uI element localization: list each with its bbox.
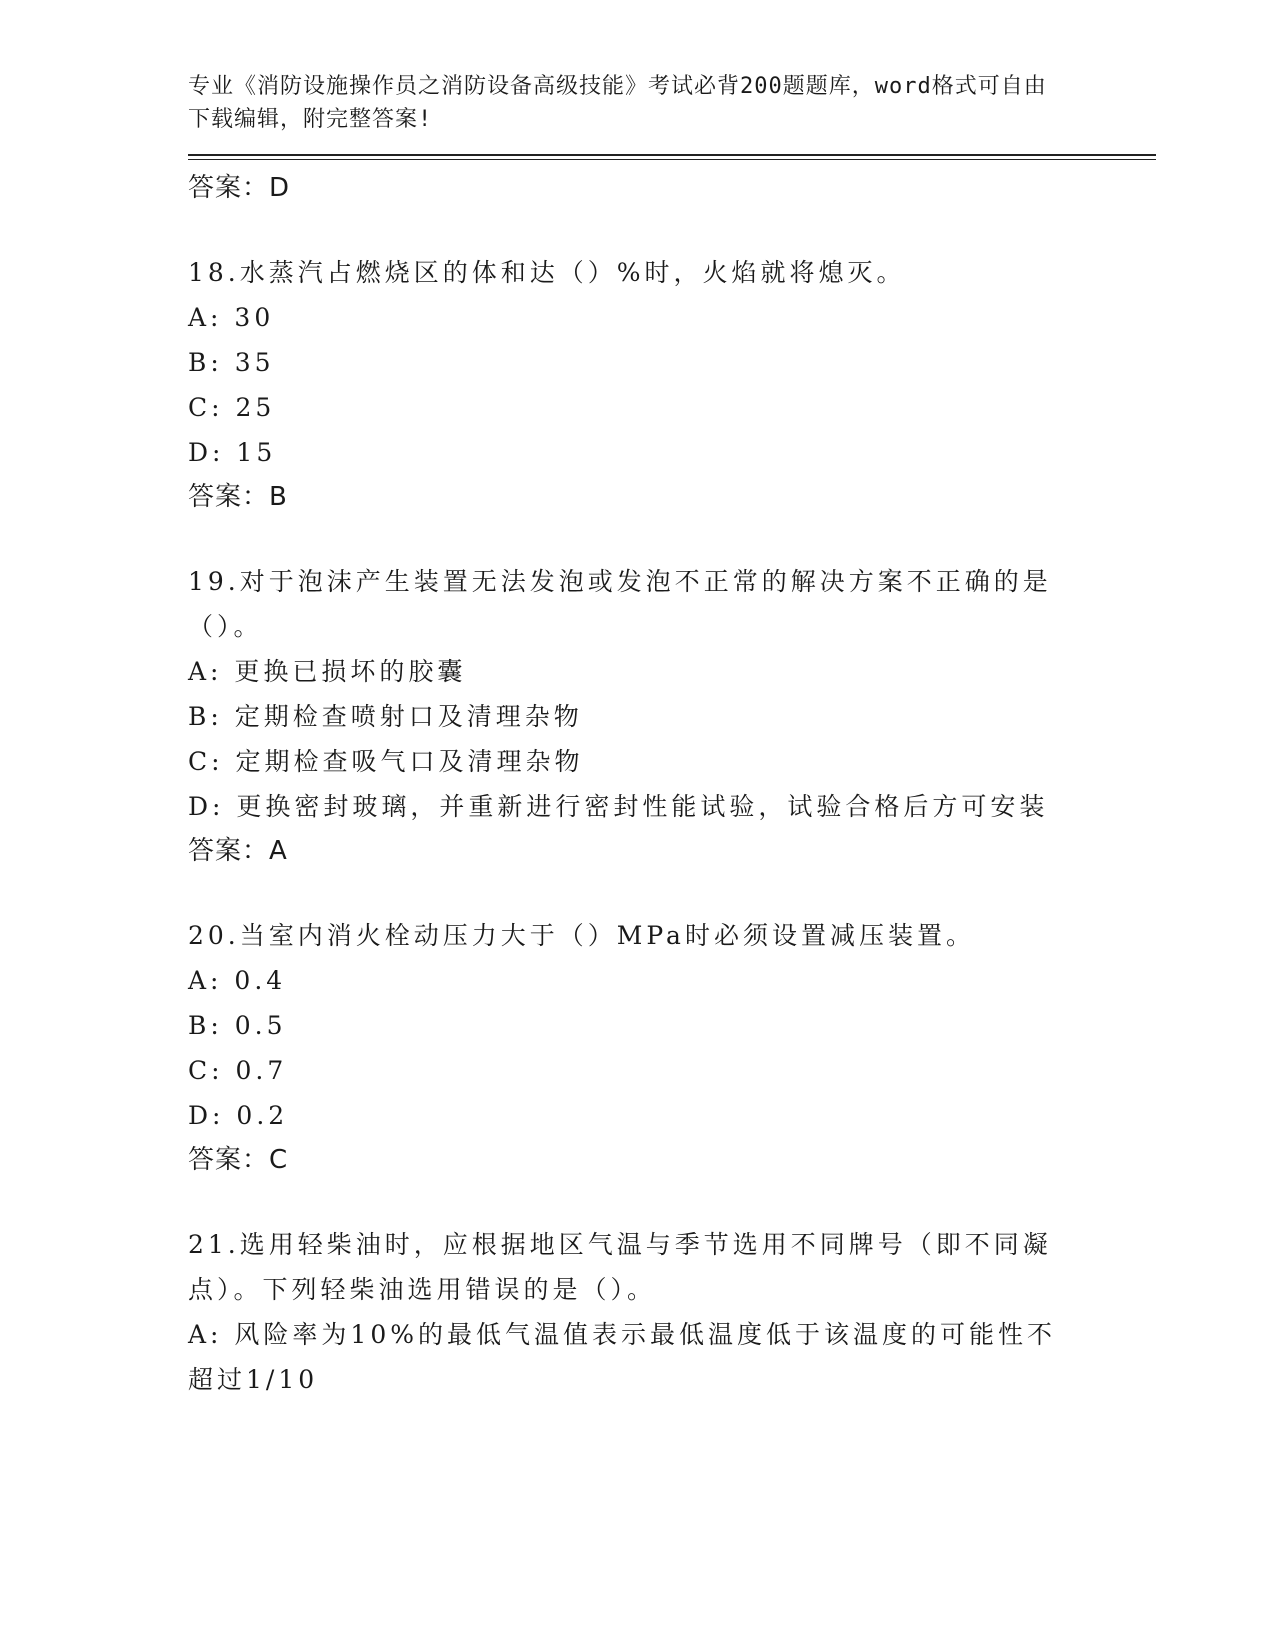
question-stem: 18.水蒸汽占燃烧区的体和达（）%时，火焰就将熄灭。	[188, 258, 906, 287]
question-stem: 19.对于泡沫产生装置无法发泡或发泡不正常的解决方案不正确的是（）。	[188, 567, 1052, 641]
question-20	[188, 913, 1156, 1182]
question-stem: 21.选用轻柴油时，应根据地区气温与季节选用不同牌号（即不同凝点）。下列轻柴油选用错误的是（）。	[188, 1230, 1052, 1304]
option-c: C: 0.7	[188, 1056, 288, 1085]
option-a: A: 风险率为10%的最低气温值表示最低温度低于该温度的可能性不超过1/10	[188, 1320, 1056, 1394]
question-18	[188, 250, 1156, 519]
document-page	[188, 70, 1156, 1402]
question-21	[188, 1222, 1156, 1402]
option-d: D: 15	[188, 438, 277, 467]
option-a: A: 30	[188, 303, 275, 332]
option-c: C: 定期检查吸气口及清理杂物	[188, 747, 584, 776]
answer-17: 答案：D	[188, 173, 291, 203]
option-d: D: 更换密封玻璃，并重新进行密封性能试验，试验合格后方可安装	[188, 792, 1049, 821]
option-d: D: 0.2	[188, 1101, 289, 1130]
answer: 答案：B	[188, 482, 288, 512]
answer: 答案：A	[188, 836, 288, 866]
answer: 答案：C	[188, 1145, 289, 1175]
option-b: B: 35	[188, 348, 275, 377]
header-rule	[188, 154, 1156, 160]
question-stem: 20.当室内消火栓动压力大于（）MPa时必须设置减压装置。	[188, 921, 975, 950]
option-c: C: 25	[188, 393, 276, 422]
question-19	[188, 559, 1156, 873]
option-b: B: 0.5	[188, 1011, 287, 1040]
option-b: B: 定期检查喷射口及清理杂物	[188, 702, 583, 731]
option-a: A: 0.4	[188, 966, 287, 995]
document-header: 专业《消防设施操作员之消防设备高级技能》考试必背200题题库，word格式可自由下载编辑，附完整答案!	[188, 74, 1047, 132]
option-a: A: 更换已损坏的胶囊	[188, 657, 467, 686]
